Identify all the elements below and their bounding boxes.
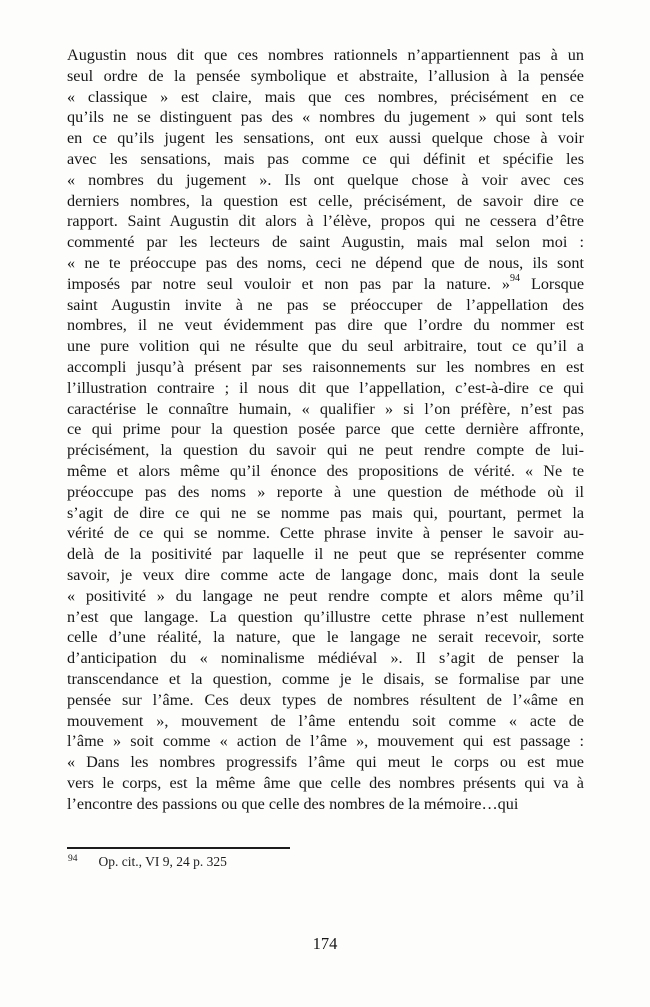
text-line: saint Augustin invite à ne pas se préoccuper de l’appellation des (67, 295, 584, 314)
text-line: « ne te préoccupe pas des noms, ceci ne dépend que de nous, ils sont (67, 253, 584, 272)
text-line: une pure volition qui ne résulte que du seul arbitraire, tout ce qu’il a (67, 337, 584, 356)
page-number: 174 (312, 934, 338, 953)
text-line: caractérise le connaître humain, « qualifier » si l’on préfère, n’est pas (67, 399, 584, 418)
text-line: préoccupe pas des noms » reporte à une question de méthode où il (67, 482, 584, 501)
text-line: « positivité » du langage ne peut rendre compte et alors même qu’il (67, 586, 584, 605)
text-line: précisément, la question du savoir qui ne peut rendre compte de lui- (67, 441, 584, 460)
text-line: mouvement », mouvement de l’âme entendu soit comme « acte de (67, 711, 584, 730)
text-line: accompli jusqu’à présent par ses raisonnements sur les nombres en est (67, 357, 584, 376)
body-text (67, 45, 584, 814)
footnote: $^{94}$ Op. cit., VI 9, 24 p. 325 (68, 853, 227, 869)
text-line: n’est que langage. La question qu’illustre cette phrase n’est nullement (67, 607, 584, 626)
text-line: Augustin nous dit que ces nombres rationnels n’appartiennent pas à un (67, 46, 584, 64)
text-line: vérité de ce qui se nomme. Cette phrase invite à penser le savoir au- (67, 524, 584, 543)
footnote-reference: 94 (509, 273, 520, 285)
text-line: nombres, il ne veut évidemment pas dire que l’ordre du nommer est (67, 316, 584, 335)
text-line: d’anticipation du « nominalisme médiéval ». Il s’agit de penser la (67, 649, 584, 668)
text-line: transcendance et la question, comme je le disais, se formalise par une (67, 669, 584, 688)
text-line: commenté par les lecteurs de saint Augustin, mais mal selon moi : (67, 233, 584, 252)
text-line: l’encontre des passions ou que celle des nombres de la mémoire…qui (67, 794, 519, 813)
text-line: pensée sur l’âme. Ces deux types de nombres résultent de l’«âme en (67, 690, 584, 709)
text-line: avec les sensations, mais pas comme ce qui définit et spécifie les (67, 149, 584, 168)
text-line: « nombres du jugement ». Ils ont quelque chose à voir avec ces (67, 170, 584, 189)
text-line: derniers nombres, la question est celle, précisément, de savoir dire ce (67, 191, 584, 210)
text-line: « classique » est claire, mais que ces nombres, précisément en ce (67, 87, 584, 106)
text-line: qu’ils ne se distinguent pas des « nombres du jugement » qui sont tels (67, 108, 584, 127)
text-line: même et alors même qu’il énonce des propositions de vérité. « Ne te (67, 461, 584, 480)
text-line: seul ordre de la pensée symbolique et abstraite, l’allusion à la pensée (67, 66, 584, 85)
text-line: en ce qu’ils jugent les sensations, ont eux aussi quelque chose à voir (67, 129, 584, 148)
text-line: s’agit de dire ce qui ne se nomme pas mais qui, pourtant, permet la (67, 503, 584, 522)
text-line: imposés par notre seul vouloir et non pas par la nature. »$^{94}$ Lorsque (67, 273, 584, 293)
text-line: ce qui prime pour la question posée parce que cette dernière affronte, (67, 420, 584, 439)
text-line: l’âme » soit comme « action de l’âme », mouvement qui est passage : (67, 732, 584, 751)
text-line: vers le corps, est la même âme que celle des nombres présents qui va à (67, 773, 584, 792)
text-line: « Dans les nombres progressifs l’âme qui meut le corps ou est mue (67, 753, 584, 772)
text-line: celle d’une réalité, la nature, que le langage ne serait recevoir, sorte (67, 628, 584, 647)
text-line: l’illustration contraire ; il nous dit que l’appellation, c’est-à-dire ce qui (67, 378, 584, 397)
text-line: rapport. Saint Augustin dit alors à l’élève, propos qui ne cessera d’être (67, 212, 584, 231)
text-line: delà de la positivité par laquelle il ne peut que se représenter comme (67, 545, 584, 564)
text-line: savoir, je veux dire comme acte de langage donc, mais dont la seule (67, 565, 584, 584)
footnote-separator (67, 847, 290, 849)
footnote-text: Op. cit., VI 9, 24 p. 325 (98, 854, 227, 869)
